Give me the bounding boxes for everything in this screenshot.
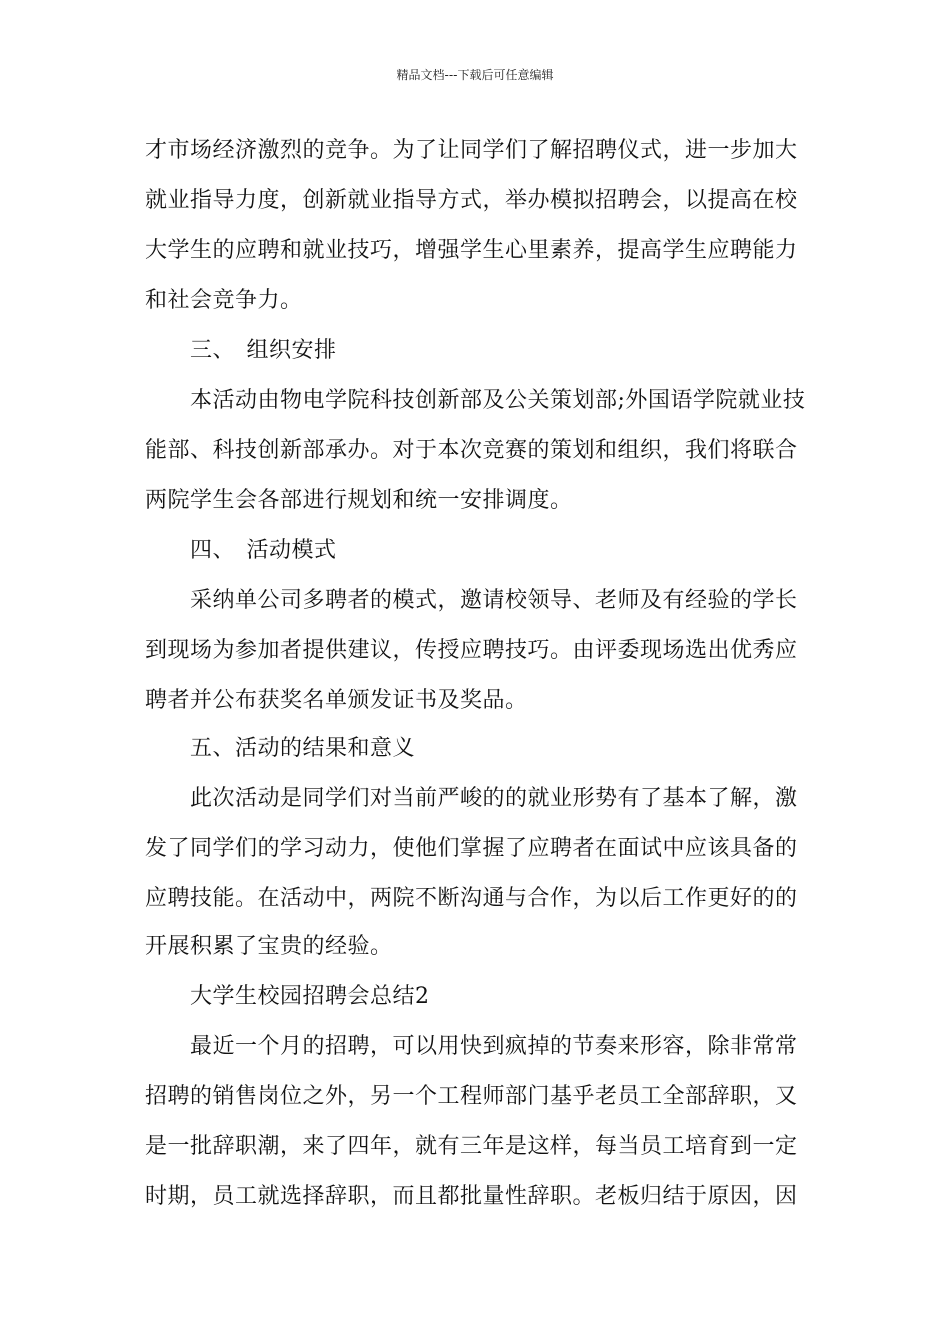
body-line: 发了同学们的学习动力，使他们掌握了应聘者在面试中应该具备的 xyxy=(145,836,798,861)
section-heading: 三、 组织安排 xyxy=(190,338,337,363)
body-line: 就业指导力度，创新就业指导方式，举办模拟招聘会，以提高在校 xyxy=(145,188,798,213)
body-line: 聘者并公布获奖名单颁发证书及奖品。 xyxy=(145,688,528,713)
body-line: 两院学生会各部进行规划和统一安排调度。 xyxy=(145,488,573,513)
body-line: 应聘技能。在活动中，两院不断沟通与合作，为以后工作更好的的 xyxy=(145,886,798,911)
body-line: 大学生的应聘和就业技巧，增强学生心里素养，提高学生应聘能力 xyxy=(145,238,798,263)
body-line: 采纳单公司多聘者的模式，邀请校领导、老师及有经验的学长 xyxy=(190,588,798,613)
body-line: 时期，员工就选择辞职，而且都批量性辞职。老板归结于原因，因 xyxy=(145,1184,798,1209)
section-heading: 五、活动的结果和意义 xyxy=(190,736,416,761)
body-line: 到现场为参加者提供建议，传授应聘技巧。由评委现场选出优秀应 xyxy=(145,638,798,663)
body-line: 是一批辞职潮，来了四年，就有三年是这样，每当员工培育到一定 xyxy=(145,1134,798,1159)
body-line: 开展积累了宝贵的经验。 xyxy=(145,934,393,959)
body-line: 本活动由物电学院科技创新部及公关策划部;外国语学院就业技 xyxy=(190,388,806,413)
body-line: 才市场经济激烈的竞争。为了让同学们了解招聘仪式，进一步加大 xyxy=(145,138,798,163)
body-line: 招聘的销售岗位之外，另一个工程师部门基乎老员工全部辞职，又 xyxy=(145,1084,798,1109)
body-line: 此次活动是同学们对当前严峻的的就业形势有了基本了解，激 xyxy=(190,786,798,811)
document-subtitle: 大学生校园招聘会总结2 xyxy=(190,984,430,1009)
section-heading: 四、 活动模式 xyxy=(190,538,337,563)
body-line: 能部、科技创新部承办。对于本次竞赛的策划和组织，我们将联合 xyxy=(145,438,798,463)
page-header: 精品文档---下载后可任意编辑 xyxy=(396,68,554,82)
body-line: 最近一个月的招聘，可以用快到疯掉的节奏来形容，除非常常 xyxy=(190,1034,798,1059)
body-line: 和社会竞争力。 xyxy=(145,288,303,313)
